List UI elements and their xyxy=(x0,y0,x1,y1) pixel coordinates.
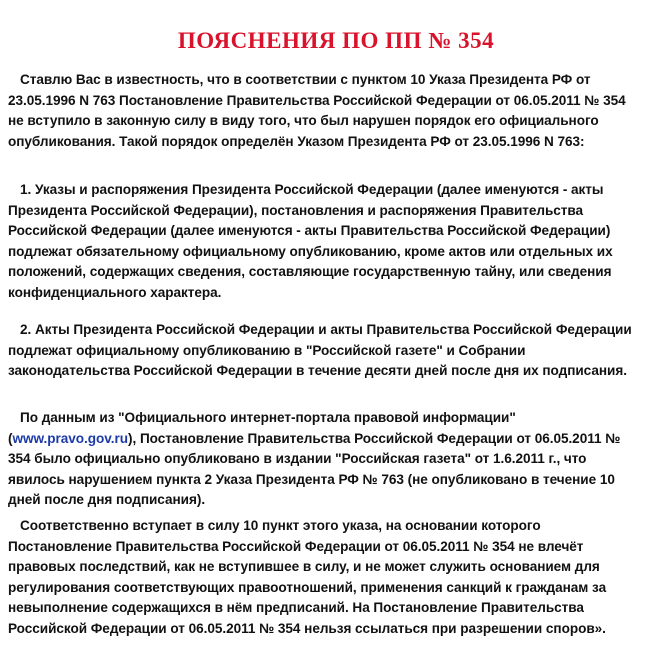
text-line: опубликования. Такой порядок определён Указом Президента РФ от 23.05.1996 N 763: xyxy=(8,133,585,149)
text-line: не вступило в законную силу в виду того, что был нарушен порядок его официального xyxy=(8,113,599,128)
text-line: положений, содержащих сведения, составляющие государственную тайну, или сведения xyxy=(8,264,612,279)
text-line: 23.05.1996 N 763 Постановление Правительства Российской Федерации от 06.05.2011 № 354 xyxy=(8,92,626,108)
text-line: 2. Акты Президента Российской Федерации и акты Правительства Российской Федерации xyxy=(20,322,632,337)
text-line: явилось нарушением пункта 2 Указа Президента РФ № 763 (не опубликовано в течение 10 xyxy=(8,471,615,487)
text-line: 354 было официально опубликовано в издании "Российская газета" от 1.6.2011 г., что xyxy=(8,451,587,466)
text-line: дней после дня подписания). xyxy=(8,492,206,507)
text-line: Президента Российской Федерации), постановления и распоряжения Правительства xyxy=(8,202,584,218)
open-paren: ( xyxy=(8,430,13,446)
text-line: подлежат официальному опубликованию в "Российской газете" и Собрании xyxy=(8,342,526,358)
text-line: По данным из "Официального интернет-портала правовой информации" xyxy=(20,410,516,425)
text-line: Соответственно вступает в силу 10 пункт этого указа, на основании которого xyxy=(20,518,541,533)
pravo-portal-link[interactable]: www.pravo.gov.ru xyxy=(12,430,129,446)
text-line xyxy=(8,429,668,450)
text-line: Постановление Правительства Российской Федерации от 06.05.2011 № 354 не влечёт xyxy=(8,538,584,554)
page-title: ПОЯСНЕНИЯ ПО ПП № 354 xyxy=(177,28,495,53)
text-fragment: ), Постановление Правительства Российской Федерации от 06.05.2011 № xyxy=(128,430,621,446)
paragraph-portal-data xyxy=(8,408,668,511)
paragraph-conclusion xyxy=(8,516,668,639)
text-line: Российской Федерации (далее именуются - акты Правительства Российской Федерации) xyxy=(8,223,611,238)
text-line: подлежат обязательному официальному опубликованию, кроме актов или отдельных их xyxy=(8,243,613,259)
text-line: правовых последствий, как не вступившее в силу, и не может служить основанием для xyxy=(8,559,600,574)
text-line: 1. Указы и распоряжения Президента Российской Федерации (далее именуются - акты xyxy=(20,182,604,197)
paragraph-point-2 xyxy=(8,320,668,382)
text-line: конфиденциального характера. xyxy=(8,284,222,300)
text-line: Российской Федерации от 06.05.2011 № 354 нельзя ссылаться при разрешении споров». xyxy=(8,620,606,636)
text-line: регулирования соответствующих правоотношений, применения санкций к гражданам за xyxy=(8,579,607,595)
text-line: Ставлю Вас в известность, что в соответствии с пунктом 10 Указа Президента РФ от xyxy=(20,72,591,87)
text-line: законодательства Российской Федерации в течение десяти дней после дня их подписания. xyxy=(8,363,627,378)
paragraph-intro xyxy=(8,70,668,152)
text-line: невыполнение содержащихся в нём предписаний. На Постановление Правительства xyxy=(8,600,584,615)
paragraph-point-1 xyxy=(8,180,668,303)
